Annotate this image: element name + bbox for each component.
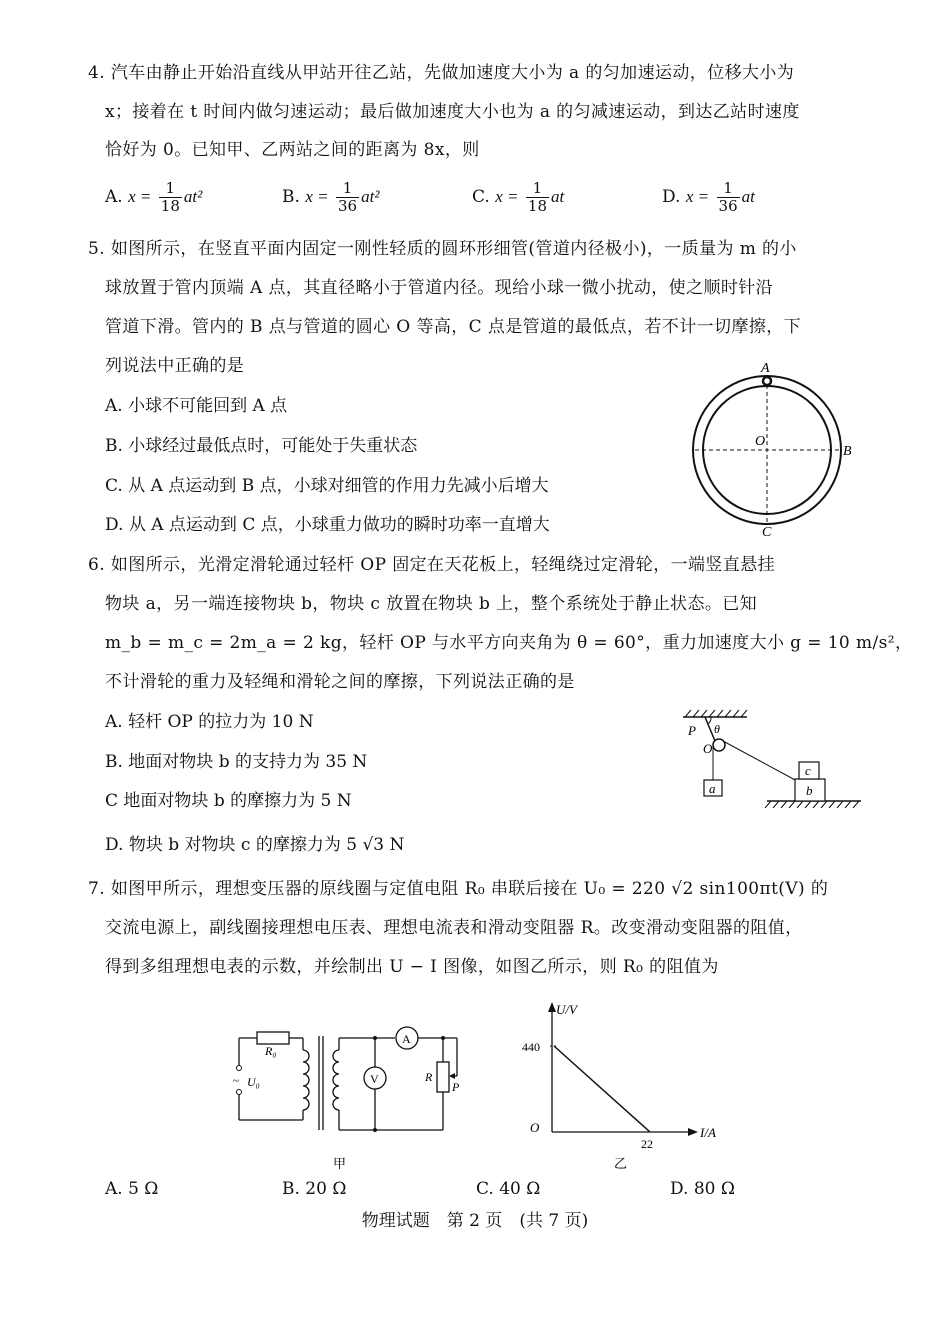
label-theta: θ [714,722,720,736]
u-i-graph [520,996,730,1176]
label-r: R [425,1070,433,1084]
label-u0: U₀ [247,1075,260,1089]
ammeter-label: A [402,1032,411,1046]
pulley-figure [675,705,865,815]
ring-tube-figure [685,358,865,540]
y-axis-label: U/V [556,1002,577,1017]
x-axis-label: I/A [700,1125,716,1140]
q7-option-a[interactable]: A. 5 Ω [105,1179,159,1199]
q6-option-a[interactable]: A. 轻杆 OP 的拉力为 10 N [105,712,314,732]
q6-option-d[interactable]: D. 物块 b 对物块 c 的摩擦力为 5 √3 N [105,835,405,855]
q6-line-4: 不计滑轮的重力及轻绳和滑轮之间的摩擦，下列说法正确的是 [105,672,575,692]
q7-option-d[interactable]: D. 80 Ω [670,1179,735,1199]
label-block-c: c [805,763,811,778]
q5-option-a[interactable]: A. 小球不可能回到 A 点 [105,396,288,416]
u-i-line [554,1046,650,1132]
label-c: C [762,525,772,540]
q4-option-c[interactable]: C. x = $\frac{1}{18}$ at [472,179,565,215]
caption-yi: 乙 [614,1156,628,1171]
q6-line-2: 物块 a，另一端连接物块 b，物块 c 放置在物块 b 上，整个系统处于静止状态。已知 [105,594,758,614]
fraction: $\frac{1}{18}$ [527,179,547,215]
q6-line-1: 6. 如图所示，光滑定滑轮通过轻杆 OP 固定在天花板上，轻绳绕过定滑轮，一端竖直悬挂 [88,555,776,575]
label-block-a: a [709,781,716,796]
q4-line-1: 4. 汽车由静止开始沿直线从甲站开往乙站，先做加速度大小为 a 的匀加速运动，位移大小为 [88,63,795,83]
caption-jia: 甲 [333,1156,347,1171]
transformer-circuit-figure [225,1018,480,1178]
q6-option-c[interactable]: C 地面对物块 b 的摩擦力为 5 N [105,791,352,811]
q4-line-3: 恰好为 0。已知甲、乙两站之间的距离为 8x，则 [105,140,480,160]
y-intercept-label: 440 [522,1040,540,1054]
q5-line-3: 管道下滑。管内的 B 点与管道的圆心 O 等高，C 点是管道的最低点，若不计一切摩擦，下 [105,317,802,337]
q5-line-1: 5. 如图所示，在竖直平面内固定一刚性轻质的圆环形细管(管道内径极小)，一质量为 m 的小 [88,239,797,259]
label-block-b: b [806,783,813,798]
q6-option-b[interactable]: B. 地面对物块 b 的支持力为 35 N [105,752,368,772]
fraction: $\frac{1}{36}$ [338,179,358,215]
fraction: $\frac{1}{36}$ [718,179,738,215]
label-b: B [843,444,852,459]
q4-option-a[interactable]: A. x = $\frac{1}{18}$ at² [105,179,203,215]
q7-line-2: 交流电源上，副线圈接理想电压表、理想电流表和滑动变阻器 R。改变滑动变阻器的阻值， [105,918,803,938]
q5-line-2: 球放置于管内顶端 A 点，其直径略小于管道内径。现给小球一微小扰动，使之顺时针沿 [105,278,774,298]
q7-line-3: 得到多组理想电表的示数，并绘制出 U − I 图像，如图乙所示，则 R₀ 的阻值为 [105,957,719,977]
q5-line-4: 列说法中正确的是 [105,356,245,376]
q5-option-b[interactable]: B. 小球经过最低点时，可能处于失重状态 [105,436,418,456]
svg-text:~: ~ [233,1075,239,1087]
label-o: O [703,741,713,756]
label-p: P [452,1080,460,1094]
label-r0: R₀ [265,1044,277,1058]
q7-line-1: 7. 如图甲所示，理想变压器的原线圈与定值电阻 R₀ 串联后接在 U₀ = 220 √2 sin100πt(V) 的 [88,879,829,899]
fraction: $\frac{1}{18}$ [160,179,180,215]
label-a: A [761,361,770,376]
q4-option-d[interactable]: D. x = $\frac{1}{36}$ at [662,179,755,215]
label-o: O [755,434,766,449]
page-footer: 物理试题 第 2 页 (共 7 页) [361,1211,589,1231]
label-p: P [688,723,696,738]
q7-option-b[interactable]: B. 20 Ω [282,1179,347,1199]
q4-line-2: x；接着在 t 时间内做匀速运动；最后做加速度大小也为 a 的匀减速运动，到达乙站时速度 [105,102,800,122]
origin-label: O [530,1120,540,1135]
q5-option-d[interactable]: D. 从 A 点运动到 C 点，小球重力做功的瞬时功率一直增大 [105,515,550,535]
voltmeter-label: V [370,1072,379,1086]
q6-line-3: m_b = m_c = 2m_a = 2 kg，轻杆 OP 与水平方向夹角为 θ = 60°，重力加速度大小 g = 10 m/s²， [105,633,913,653]
q7-option-c[interactable]: C. 40 Ω [476,1179,541,1199]
ball [763,377,771,385]
x-intercept-label: 22 [641,1137,653,1151]
q4-option-b[interactable]: B. x = $\frac{1}{36}$ at² [282,179,380,215]
q5-option-c[interactable]: C. 从 A 点运动到 B 点，小球对细管的作用力先减小后增大 [105,476,549,496]
